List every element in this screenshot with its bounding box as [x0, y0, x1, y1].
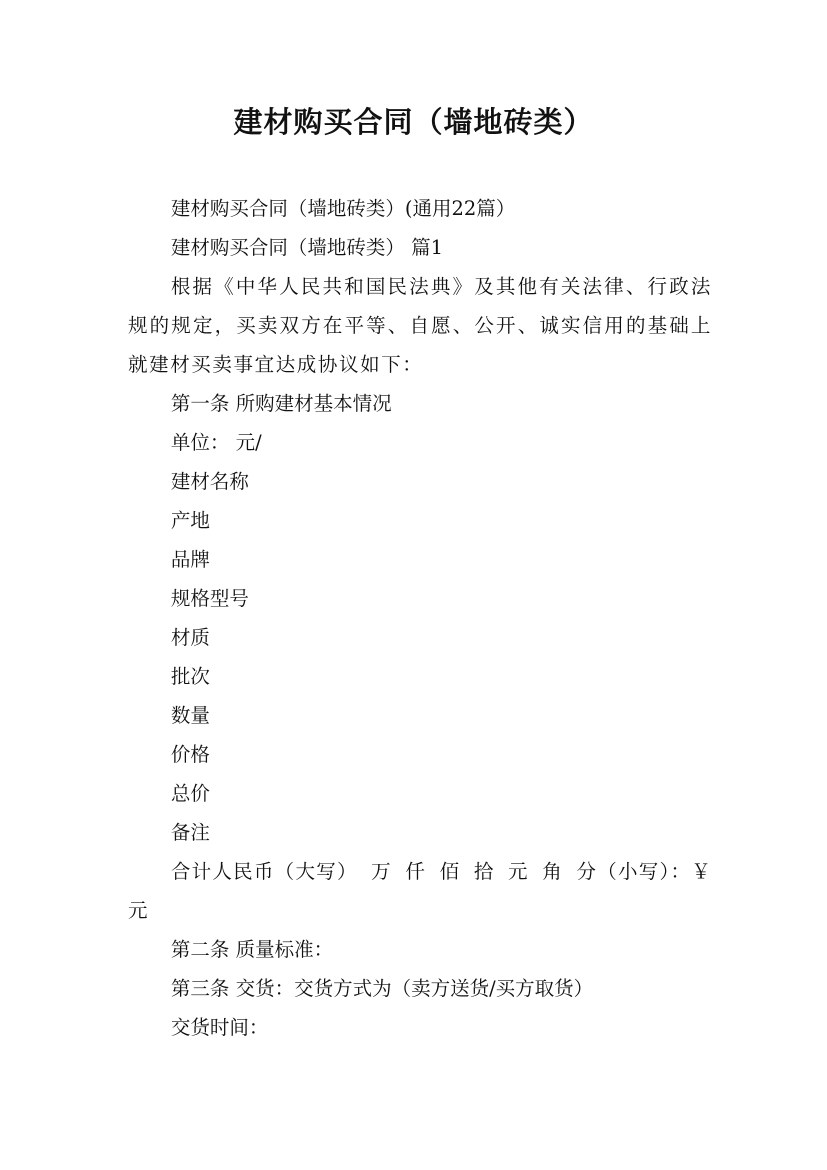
- document-body: [128, 189, 712, 1047]
- paragraph-material-name: 建材名称: [170, 470, 249, 493]
- paragraph-spec-model: 规格型号: [170, 587, 249, 610]
- paragraph-total-price: 总价: [170, 782, 210, 805]
- paragraph-batch: 批次: [170, 665, 210, 688]
- paragraph-section-heading: 建材购买合同（墙地砖类） 篇1: [170, 236, 443, 259]
- paragraph-grand-total: 合计人民币（大写） 万 仟 佰 拾 元 角 分（小写）：￥ 元: [128, 860, 712, 922]
- paragraph-delivery-time: 交货时间：: [170, 1016, 269, 1039]
- paragraph-unit: 单位： 元/: [170, 431, 262, 454]
- paragraph-article-2: 第二条 质量标准：: [170, 938, 334, 961]
- paragraph-quantity: 数量: [170, 704, 210, 727]
- paragraph-remarks: 备注: [170, 821, 210, 844]
- paragraph-article-3: 第三条 交货：交货方式为（卖方送货/买方取货）: [170, 977, 594, 1000]
- document-title: 建材购买合同（墙地砖类）: [233, 105, 594, 139]
- paragraph-article-1: 第一条 所购建材基本情况: [170, 392, 392, 415]
- paragraph-preamble: 根据《中华人民共和国民法典》及其他有关法律、行政法规的规定，买卖双方在平等、自愿、公开、诚实信用的基础上就建材买卖事宜达成协议如下：: [128, 275, 712, 376]
- paragraph-material: 材质: [170, 626, 210, 649]
- paragraph-origin: 产地: [170, 509, 210, 532]
- paragraph-price: 价格: [170, 743, 210, 766]
- paragraph-brand: 品牌: [170, 548, 210, 571]
- paragraph-subtitle: 建材购买合同（墙地砖类）(通用22篇）: [170, 197, 516, 220]
